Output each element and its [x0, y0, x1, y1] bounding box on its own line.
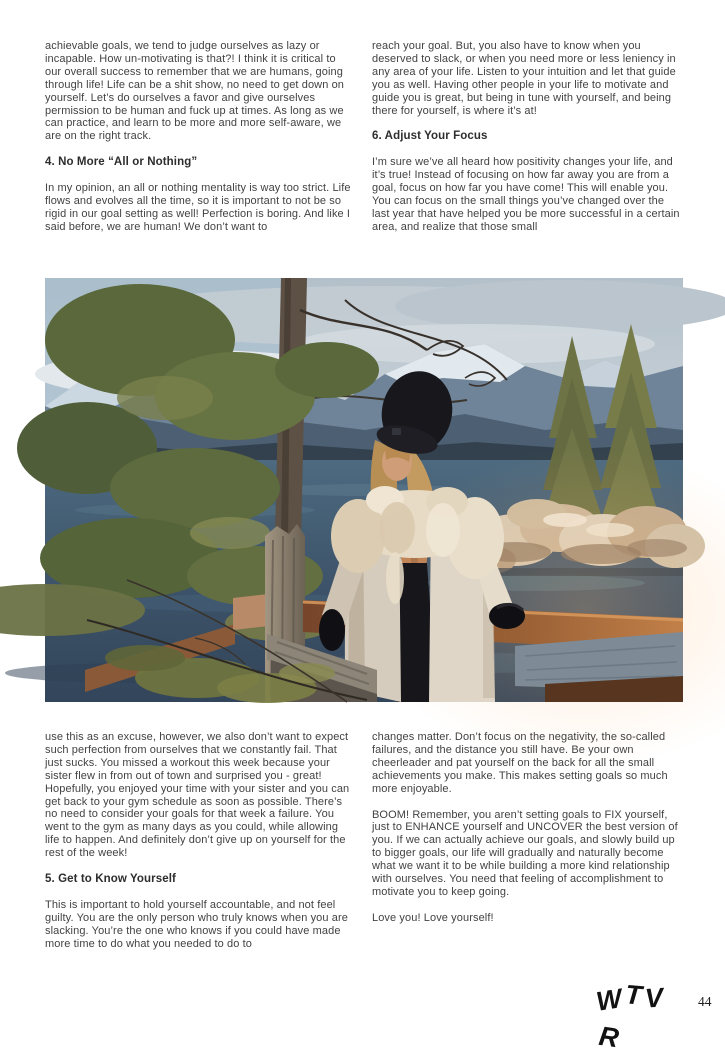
lake-photo: [45, 278, 683, 702]
paragraph: BOOM! Remember, you aren’t setting goals to FIX yourself, just to ENHANCE yourself and UNCOVER the best version of you. If we can actually achieve our goals, and slowly build up to bigger goals, our life will gradually and naturally become what we want it to be while building a more kind relationship with ourselves. You need that feeling of accomplishment to motivate you to keep going.: [372, 808, 678, 898]
paragraph: In my opinion, an all or nothing mentality is way too strict. Life flows and evolves all the time, so it is important to not be so rigid in our goal setting as well! Perfection is boring. And like I said before, we are human! We don’t want to: [45, 182, 351, 233]
logo-letter: T: [624, 979, 644, 1011]
section-heading-5: 5. Get to Know Yourself: [45, 873, 176, 886]
logo-letter: V: [643, 982, 665, 1014]
wtvr-logo: [594, 978, 680, 1054]
column-bottom-right: [372, 731, 681, 964]
paragraph: reach your goal. But, you also have to know when you deserved to slack, or when you need more or less leniency in any area of your life. Listen to your intuition and let that guide you as well. Having other people in your life to motivate and guide you is great, but being in tune with yourself, and being there for yourself, is where it’s at!: [372, 40, 676, 117]
paragraph: achievable goals, we tend to judge ourselves as lazy or incapable. How un-motivating is that?! I think it is critical to our overall success to remember that we are humans, going through life! Life can be a shit show, no need to get down on yourself. Let’s do ourselves a favor and give ourselves permission to be human and fuck up at times. As long as we can practice, and learn to be more and more self-aware, we are on the right track.: [45, 40, 345, 143]
logo-letter: R: [597, 1020, 621, 1054]
logo-letter: W: [594, 983, 624, 1017]
paragraph: changes matter. Don’t focus on the negativity, the so-called failures, and the distance you still have. Be your own cheerleader and pat yourself on the back for all the small achievements you make. This makes setting goals so much more enjoyable.: [372, 731, 668, 795]
section-heading-6: 6. Adjust Your Focus: [372, 130, 488, 143]
top-text-section: [45, 40, 681, 247]
section-heading-4: 4. No More “All or Nothing”: [45, 156, 198, 169]
paragraph: use this as an excuse, however, we also don’t want to expect such perfection from ourselves that we constantly fail. That just sucks. You missed a workout this week because your sister flew in from out of town and surprised you - great! Hopefully, you enjoyed your time with your sister and you can get back to your gym schedule as soon as possible. There’s no need to consider your goals for that week a failure. You went to the gym as many days as you could, while allowing life to happen. And definitely don’t give up on yourself for the rest of the week!: [45, 731, 350, 860]
column-top-right: [372, 40, 681, 247]
column-top-left: [45, 40, 354, 247]
paragraph: This is important to hold yourself accountable, and not feel guilty. You are the only person who truly knows when you are slacking. You’re the one who knows if you could have made more time to do what you needed to do to: [45, 899, 348, 950]
page-number: 44: [698, 994, 712, 1009]
paragraph: I’m sure we’ve all heard how positivity changes your life, and it’s true! Instead of focusing on how far away you are from a goal, focus on how far you have come! This will enable you. You can focus on the small things you’ve changed over the last year that have helped you be more successful in a certain area, and realize that those small: [372, 156, 680, 233]
closing-line: Love you! Love yourself!: [372, 911, 494, 924]
column-bottom-left: [45, 731, 354, 964]
bottom-text-section: [45, 731, 681, 964]
